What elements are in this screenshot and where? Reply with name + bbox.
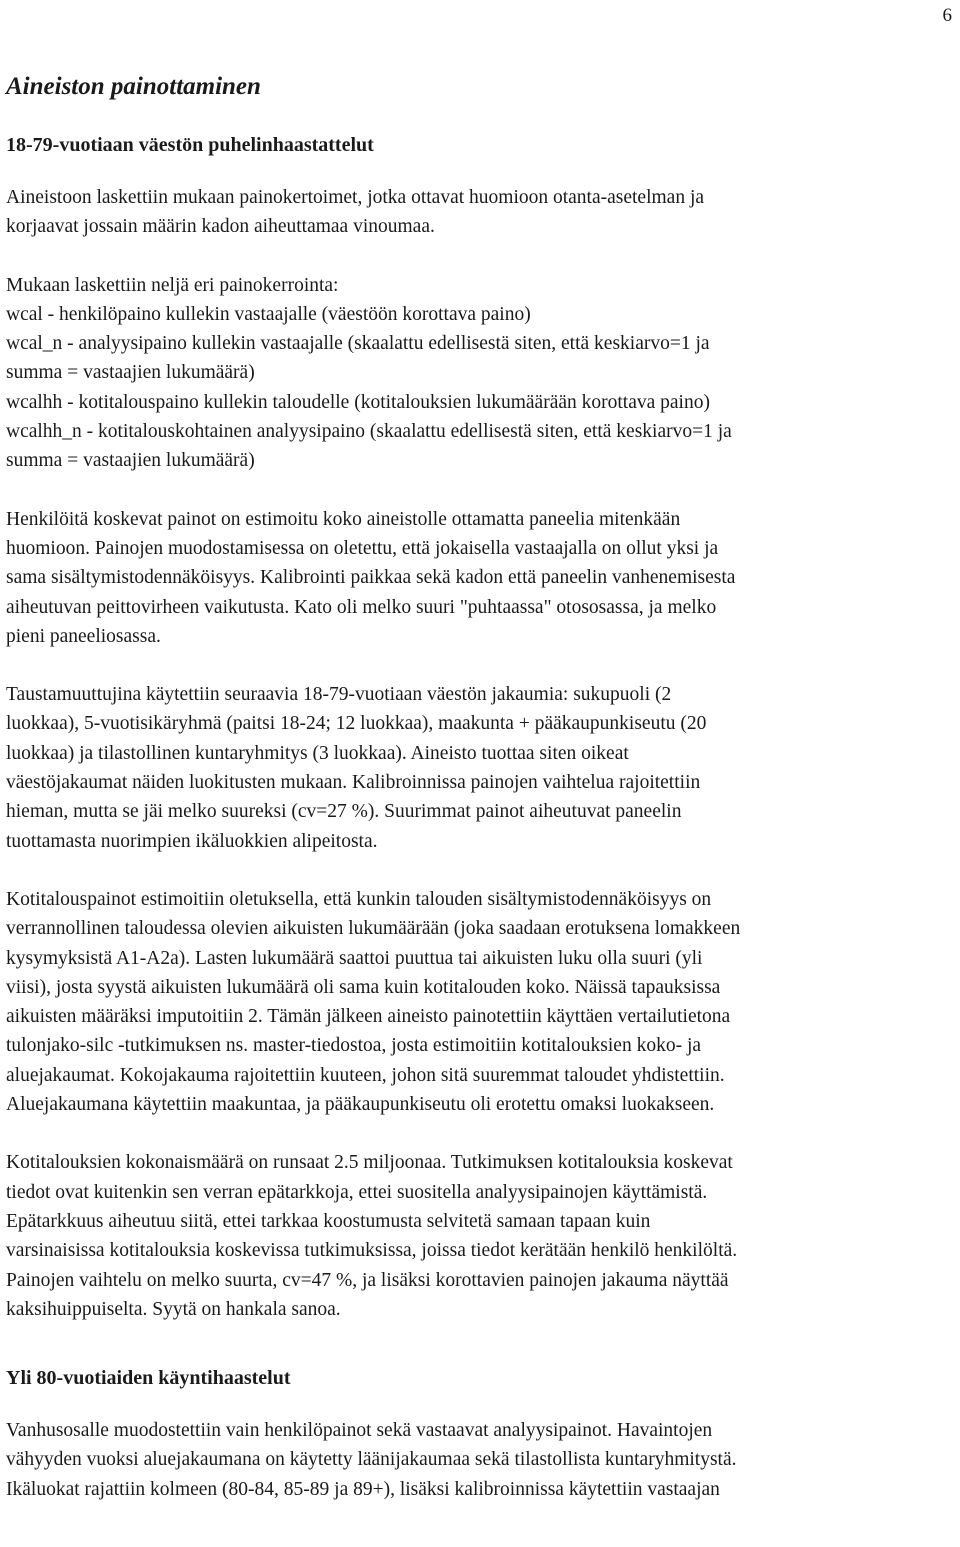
text-line: aiheutuvan peittovirheen vaikutusta. Kato oli melko suuri "puhtaassa" otososassa, ja melko [6, 596, 717, 618]
paragraph-household-weights [6, 885, 956, 1119]
document-body [6, 70, 956, 1533]
text-line: Aluejakaumana käytettiin maakuntaa, ja pääkaupunkiseutu oli erotettu omaksi luokakseen. [6, 1094, 715, 1116]
paragraph-weight-list [6, 271, 956, 476]
text-line: Vanhusosalle muodostettiin vain henkilöpainot sekä vastaavat analyysipainot. Havaintojen [6, 1420, 713, 1442]
text-line: luokkaa) ja tilastollinen kuntaryhmitys (3 luokkaa). Aineisto tuottaa siten oikeat [6, 742, 629, 764]
text-line: varsinaisissa kotitalouksia koskevissa tutkimuksissa, joissa tiedot kerätään henkilö henkilöltä. [6, 1240, 738, 1262]
text-line: wcalhh_n - kotitalouskohtainen analyysipaino (skaalattu edellisestä siten, että keskiarvo=1 ja [6, 421, 732, 443]
text-line: luokkaa), 5-vuotisikäryhmä (paitsi 18-24; 12 luokkaa), maakunta + pääkaupunkiseutu (20 [6, 713, 707, 735]
text-line: Aineistoon laskettiin mukaan painokertoimet, jotka ottavat huomioon otanta-asetelman ja [6, 187, 705, 208]
text-line: verrannollinen taloudessa olevien aikuisten lukumäärään (joka saadaan erotuksena lomakkeen [6, 918, 741, 940]
text-line: huomioon. Painojen muodostamisessa on oletettu, että jokaisella vastaajalla on ollut yksi ja [6, 537, 719, 559]
text-line: Ikäluokat rajattiin kolmeen (80-84, 85-89 ja 89+), lisäksi kalibroinnissa käytettiin vastaajan [6, 1478, 720, 1500]
subheading-telephone-interviews: 18-79-vuotiaan väestön puhelinhaastattelut [6, 134, 374, 156]
text-line: summa = vastaajien lukumäärä) [6, 362, 255, 384]
paragraph-person-weights [6, 505, 956, 651]
text-line: aluejakaumat. Kokojakauma rajoitettiin kuuteen, johon sitä suuremmat taloudet yhdistettiin. [6, 1064, 725, 1086]
text-line: sama sisältymistodennäköisyys. Kalibrointi paikkaa sekä kadon että paneelin vanhenemisesta [6, 567, 736, 589]
text-line: Epätarkkuus aiheutuu siitä, ettei tarkkaa koostumusta selvitetä samaan tapaan kuin [6, 1210, 651, 1232]
text-line: tuottamasta nuorimpien ikäluokkien alipeitosta. [6, 830, 378, 852]
text-line: Kotitalouspainot estimoitiin oletuksella, että kunkin talouden sisältymistodennäköisyys on [6, 888, 712, 910]
text-line: viisi), josta syystä aikuisten lukumäärä oli sama kuin kotitalouden koko. Näissä tapauksissa [6, 976, 721, 998]
text-line: Mukaan laskettiin neljä eri painokerrointa: [6, 274, 339, 296]
section-title: Aineiston painottaminen [6, 73, 261, 100]
text-line: wcal - henkilöpaino kullekin vastaajalle (väestöön korottava paino) [6, 303, 531, 325]
text-line: tulonjako-silc -tutkimuksen ns. master-tiedostoa, josta estimoitiin kotitalouksien koko- ja [6, 1035, 702, 1057]
text-line: vähyyden vuoksi aluejakaumana on käytetty läänijakaumaa sekä tilastollista kuntaryhmitystä. [6, 1449, 737, 1471]
paragraph-intro [6, 183, 956, 242]
text-line: kaksihuippuiselta. Syytä on hankala sanoa. [6, 1298, 341, 1320]
text-line: Painojen vaihtelu on melko suurta, cv=47 %, ja lisäksi korottavien painojen jakauma näyttää [6, 1269, 729, 1291]
text-line: Taustamuuttujina käytettiin seuraavia 18-79-vuotiaan väestön jakaumia: sukupuoli (2 [6, 684, 672, 706]
text-line: Henkilöitä koskevat painot on estimoitu koko aineistolle ottamatta paneelia mitenkään [6, 508, 681, 530]
text-line: väestöjakaumat näiden luokitusten mukaan. Kalibroinnissa painojen vaihtelua rajoitettiin [6, 772, 701, 794]
paragraph-household-total [6, 1148, 956, 1324]
paragraph-background-variables [6, 680, 956, 856]
paragraph-elderly [6, 1416, 956, 1504]
text-line: pieni paneeliosassa. [6, 625, 161, 647]
subheading-elderly-interviews: Yli 80-vuotiaiden käyntihaastelut [6, 1367, 291, 1390]
text-line: wcalhh - kotitalouspaino kullekin taloudelle (kotitalouksien lukumäärään korottava paino) [6, 391, 710, 413]
text-line: kysymyksistä A1-A2a). Lasten lukumäärä saattoi puuttua tai aikuisten luku olla suuri (yli [6, 947, 703, 969]
text-line: summa = vastaajien lukumäärä) [6, 450, 255, 472]
text-line: korjaavat jossain määrin kadon aiheuttamaa vinoumaa. [6, 216, 435, 238]
text-line: aikuisten määräksi imputoitiin 2. Tämän jälkeen aineisto painotettiin käyttäen vertailutietona [6, 1006, 731, 1028]
page-number: 6 [942, 5, 952, 26]
text-line: wcal_n - analyysipaino kullekin vastaajalle (skaalattu edellisestä siten, että keskiarvo=1 ja [6, 333, 710, 355]
text-line: tiedot ovat kuitenkin sen verran epätarkkoja, ettei suositella analyysipainojen käyttämistä. [6, 1181, 708, 1203]
text-line: hieman, mutta se jäi melko suureksi (cv=27 %). Suurimmat painot aiheutuvat paneelin [6, 801, 682, 823]
text-line: Kotitalouksien kokonaismäärä on runsaat 2.5 miljoonaa. Tutkimuksen kotitalouksia koskevat [6, 1152, 733, 1174]
